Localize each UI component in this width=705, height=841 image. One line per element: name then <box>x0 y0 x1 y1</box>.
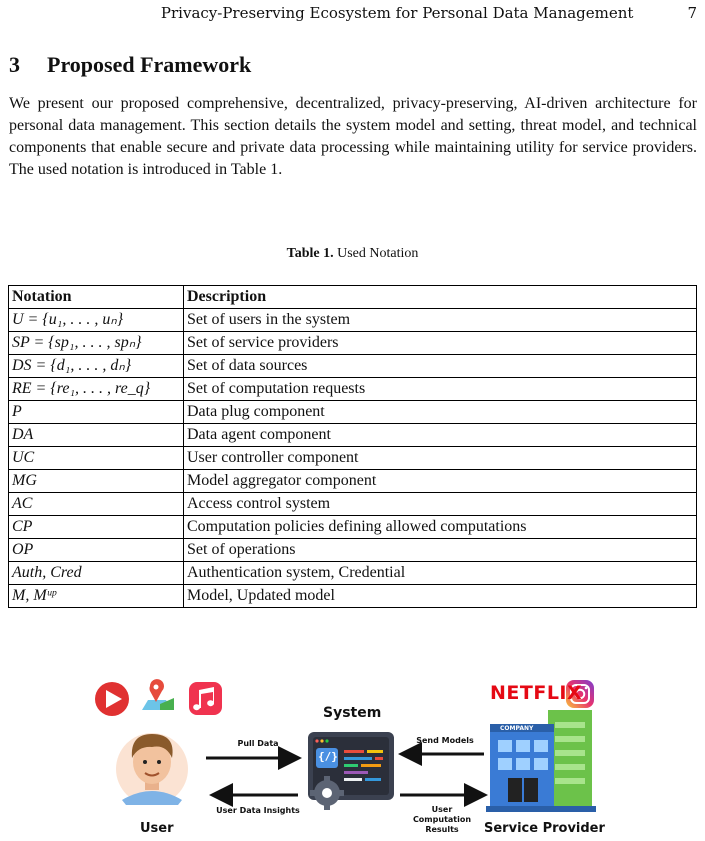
notation-cell: UC <box>9 447 184 470</box>
service-provider-label: Service Provider <box>484 821 605 836</box>
table-caption <box>0 246 705 262</box>
table-row <box>9 332 697 355</box>
description-cell: Data agent component <box>184 424 697 447</box>
notation-cell: P <box>9 401 184 424</box>
notation-cell: M, Mᵘᵖ <box>9 585 184 608</box>
table-row <box>9 493 697 516</box>
table-row <box>9 470 697 493</box>
description-cell: Set of data sources <box>184 355 697 378</box>
description-cell: Set of service providers <box>184 332 697 355</box>
notation-cell: U = {u₁, . . . , uₙ} <box>9 309 184 332</box>
notation-cell: AC <box>9 493 184 516</box>
netflix-logo: NETFLIX <box>490 682 583 704</box>
user-avatar <box>116 733 188 805</box>
notation-cell: MG <box>9 470 184 493</box>
section-title <box>9 52 251 78</box>
notation-cell: Auth, Cred <box>9 562 184 585</box>
table-caption-label: Table 1. <box>286 246 334 261</box>
music-icon <box>189 682 222 715</box>
description-cell: Authentication system, Credential <box>184 562 697 585</box>
notation-table <box>8 285 697 608</box>
system-label: System <box>323 705 382 721</box>
send-models-label: Send Models <box>416 736 474 745</box>
table-row <box>9 309 697 332</box>
header-description: Description <box>184 286 697 309</box>
table-row <box>9 585 697 608</box>
table-row <box>9 355 697 378</box>
table-header-row <box>9 286 697 309</box>
company-sign: COMPANY <box>500 725 534 732</box>
user-insights-label: User Data Insights <box>216 806 300 815</box>
table-row <box>9 447 697 470</box>
table-caption-text: Used Notation <box>337 246 419 261</box>
notation-cell: CP <box>9 516 184 539</box>
description-cell: Data plug component <box>184 401 697 424</box>
intro-paragraph: We present our proposed comprehensive, decentralized, privacy-preserving, AI-driven architecture for personal data management. This section details the system model and setting, threat model, and technical components that enable secure and private data processing while maintaining utility for service providers. The used notation is introduced in Table 1. <box>9 95 697 178</box>
table-row <box>9 401 697 424</box>
notation-cell: DA <box>9 424 184 447</box>
user-label: User <box>140 821 174 836</box>
table-row <box>9 378 697 401</box>
description-cell: Model, Updated model <box>184 585 697 608</box>
notation-cell: RE = {re₁, . . . , re_q} <box>9 378 184 401</box>
table-row <box>9 562 697 585</box>
code-glyph: {/} <box>318 750 338 763</box>
notation-cell: DS = {d₁, . . . , dₙ} <box>9 355 184 378</box>
section-number: 3 <box>9 52 20 77</box>
youtube-icon <box>95 682 129 716</box>
description-cell: Set of operations <box>184 539 697 562</box>
description-cell: Access control system <box>184 493 697 516</box>
notation-cell: OP <box>9 539 184 562</box>
description-cell: Set of computation requests <box>184 378 697 401</box>
description-cell: Computation policies defining allowed computations <box>184 516 697 539</box>
table-row <box>9 516 697 539</box>
maps-icon <box>142 679 174 710</box>
description-cell: User controller component <box>184 447 697 470</box>
running-title: Privacy-Preserving Ecosystem for Personal Data Management <box>160 4 634 22</box>
figure-drawing <box>0 670 705 841</box>
running-header <box>0 4 697 22</box>
table-row <box>9 539 697 562</box>
description-cell: Set of users in the system <box>184 309 697 332</box>
page-number: 7 <box>687 4 697 22</box>
computation-results-label: User Computation Results <box>412 805 472 834</box>
header-notation: Notation <box>9 286 184 309</box>
architecture-figure <box>0 670 705 841</box>
description-cell: Model aggregator component <box>184 470 697 493</box>
notation-cell: SP = {sp₁, . . . , spₙ} <box>9 332 184 355</box>
section-title-text: Proposed Framework <box>47 52 252 77</box>
pull-data-label: Pull Data <box>237 739 279 748</box>
table-row <box>9 424 697 447</box>
